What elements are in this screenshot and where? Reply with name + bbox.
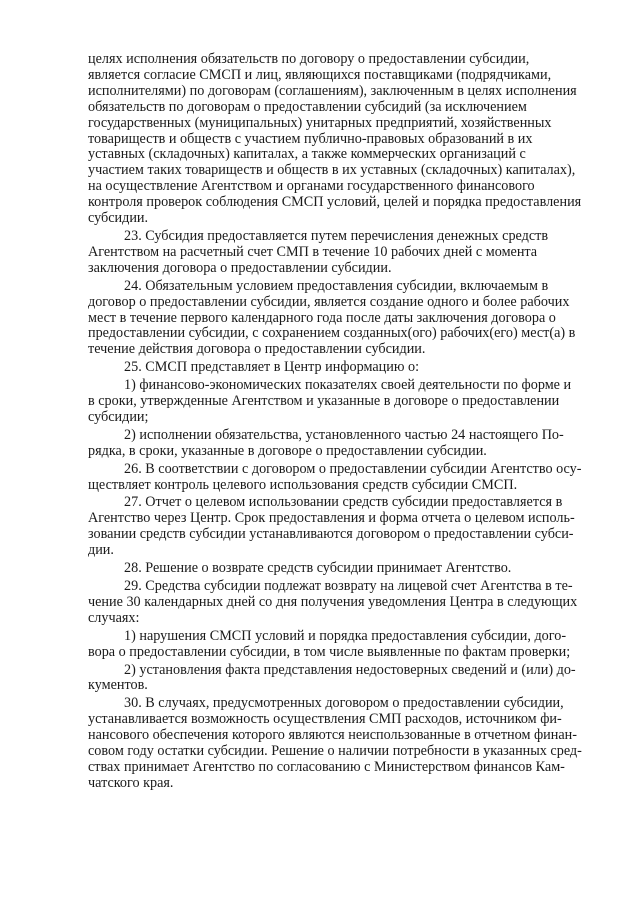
paragraph-continuation: целях исполнения обязательств по договору о предоставлении субсидии, является согласие СМСП и лиц, являющихся поставщиками (подрядчиками, исполнителями) по договорам (соглашениям), заключенным в целях исполнения обязательств по договорам о предоставлении субсидий (за исключением государственных (муниципальных) унитарных предприятий, хозяйственных товариществ и обществ с участием публично-правовых образований в их уставных (складочных) капиталах, а также коммерческих организаций с участием таких товариществ и обществ в их уставных (складочных) капиталах), на осуществление Агентством и органами государственного финансового контроля проверок соблюдения СМСП условий, целей и порядка предоставления субсидии.	[88, 51, 582, 227]
paragraph-25: 25. СМСП представляет в Центр информацию о:	[124, 359, 420, 376]
paragraph-23: 23. Субсидия предоставляется путем перечисления денежных средств Агентством на расчетный счет СМП в течение 10 рабочих дней с момента заключения договора о предоставлении субсидии.	[88, 227, 549, 276]
document-page	[88, 52, 610, 792]
paragraph-29-item-1: 1) нарушения СМСП условий и порядка предоставления субсидии, дого- вора о предоставлении субсидии, в том числе выявленные по фактам проверки;	[88, 627, 571, 660]
paragraph-30: 30. В случаях, предусмотренных договором о предоставлении субсидии, устанавливается возможность осуществления СМП расходов, источником фи- нансового обеспечения которого являются неиспользованные в отчетном финан- совом году остатки субсидии. Решение о наличии потребности в указанных сред- ствах принимает Агентство по согласованию с Министерством финансов Кам- чатского края.	[88, 695, 582, 791]
paragraph-25-item-2: 2) исполнении обязательства, установленного частью 24 настоящего По- рядка, в сроки, указанные в договоре о предоставлении субсидии.	[88, 426, 564, 459]
paragraph-28: 28. Решение о возврате средств субсидии принимает Агентство.	[124, 560, 512, 577]
paragraph-24: 24. Обязательным условием предоставления субсидии, включаемым в договор о предоставлении субсидии, является создание одного и более рабочих мест в течение первого календарного года после даты заключения договора о предоставлении субсидии, с сохранением созданных(ого) рабочих(его) мест(а) в течение действия договора о предоставлении субсидии.	[88, 277, 576, 358]
paragraph-27: 27. Отчет о целевом использовании средств субсидии предоставляется в Агентство через Центр. Срок предоставления и форма отчета о целевом исполь- зовании средств субсидии устанавливаются договором о предоставлении субси- дии.	[88, 494, 575, 559]
paragraph-26: 26. В соответствии с договором о предоставлении субсидии Агентство осу- ществляет контроль целевого использования средств субсидии СМСП.	[88, 460, 582, 493]
paragraph-25-item-1: 1) финансово-экономических показателях своей деятельности по форме и в сроки, утвержденные Агентством и указанные в договоре о предоставлении субсидии;	[88, 377, 572, 425]
paragraph-29: 29. Средства субсидии подлежат возврату на лицевой счет Агентства в те- чение 30 календарных дней со дня получения уведомления Центра в следующих случаях:	[88, 578, 578, 626]
paragraph-29-item-2: 2) установления факта представления недостоверных сведений и (или) до- кументов.	[88, 661, 576, 694]
